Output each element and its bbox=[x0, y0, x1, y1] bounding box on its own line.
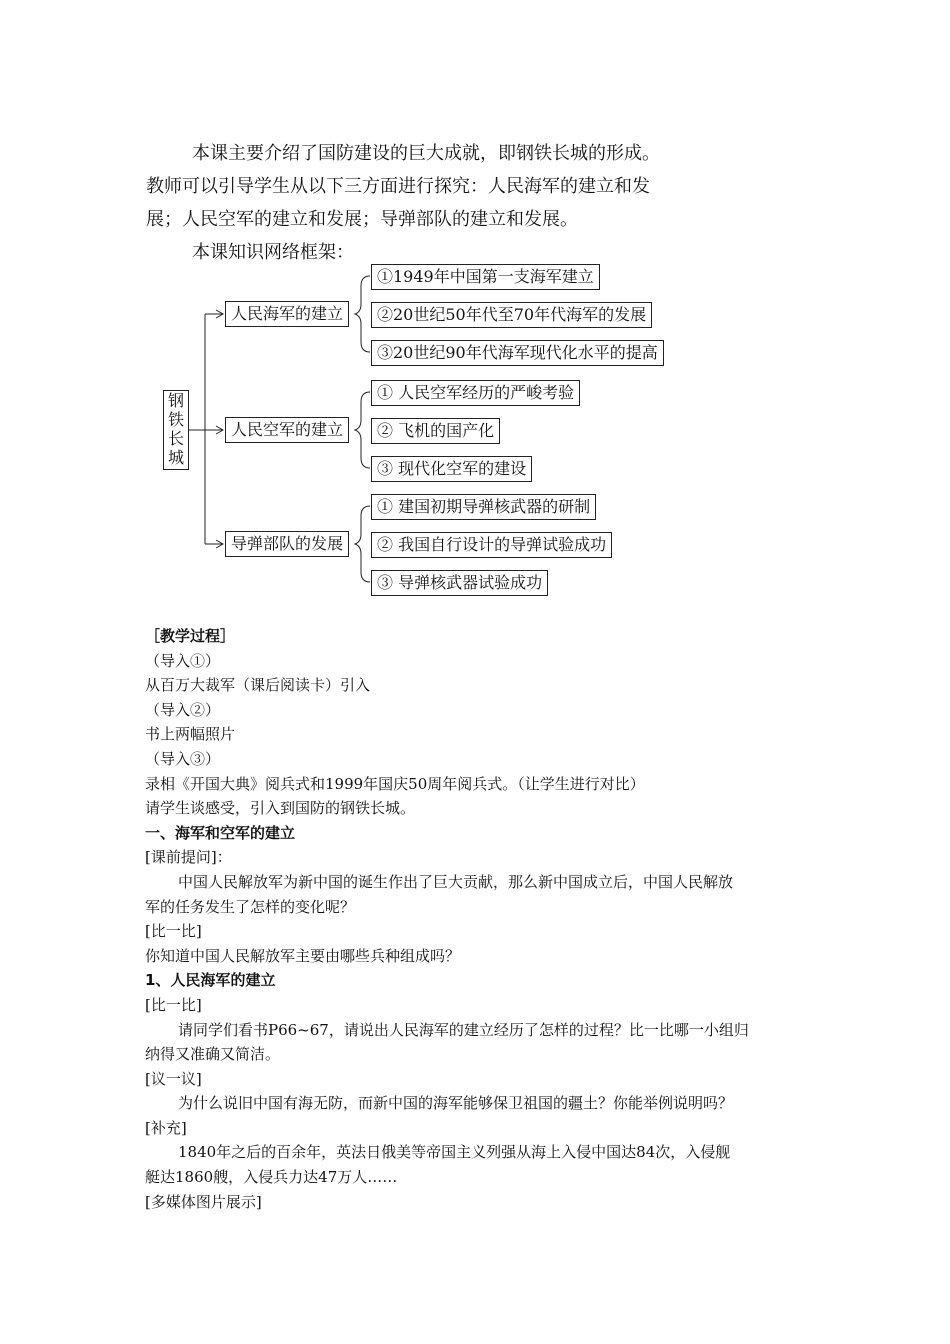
process-line: 请学生谈感受，引入到国防的钢铁长城。 bbox=[145, 799, 416, 818]
root-char: 长 bbox=[167, 429, 184, 448]
paragraph-line: 中国人民解放军为新中国的诞生作出了巨大贡献，那么新中国成立后，中国人民解放 bbox=[178, 872, 734, 891]
leaf-box: ①1949年中国第一支海军建立 bbox=[371, 264, 600, 290]
branch-box-navy: 人民海军的建立 bbox=[225, 301, 349, 327]
intro-paragraph bbox=[146, 137, 766, 269]
leaf-box: ③ 导弹核武器试验成功 bbox=[371, 570, 548, 596]
paragraph-line: 为什么说旧中国有海无防，而新中国的海军能够保卫祖国的疆土？你能举例说明吗？ bbox=[178, 1094, 734, 1113]
leaf-box: ②20世纪50年代至70年代海军的发展 bbox=[371, 302, 652, 328]
branch-box-air-force: 人民空军的建立 bbox=[225, 417, 349, 443]
process-heading: ［教学过程］ bbox=[145, 627, 236, 645]
root-box-great-wall bbox=[163, 390, 189, 470]
paragraph-line: 1840年之后的百余年，英法日俄美等帝国主义列强从海上入侵中国达84次，入侵舰 bbox=[178, 1143, 731, 1162]
teaching-process bbox=[145, 624, 825, 1214]
branch-box-missile: 导弹部队的发展 bbox=[225, 531, 349, 557]
process-line: 书上两幅照片 bbox=[145, 725, 236, 744]
tag-compare: [比一比] bbox=[145, 922, 202, 941]
brace-1 bbox=[355, 276, 370, 352]
brace-3 bbox=[355, 506, 370, 582]
knowledge-framework-diagram bbox=[0, 258, 950, 598]
paragraph-line: 艇达1860艘，入侵兵力达47万人…… bbox=[145, 1168, 398, 1187]
section-heading-1: 一、海军和空军的建立 bbox=[145, 823, 296, 842]
tag-pre-question: [课前提问]： bbox=[145, 848, 232, 867]
leaf-box: ③ 现代化空军的建设 bbox=[371, 456, 532, 482]
tag-supplement: [补充] bbox=[145, 1118, 187, 1137]
process-line: （导入②） bbox=[145, 700, 221, 719]
tag-discuss: [议一议] bbox=[145, 1069, 202, 1088]
root-char: 铁 bbox=[167, 410, 184, 429]
leaf-box: ③20世纪90年代海军现代化水平的提高 bbox=[371, 340, 664, 366]
leaf-box: ② 飞机的国产化 bbox=[371, 418, 500, 444]
process-line: 录相《开国大典》阅兵式和1999年国庆50周年阅兵式。（让学生进行对比） bbox=[145, 774, 645, 793]
process-line: （导入①） bbox=[145, 651, 221, 670]
root-char: 钢 bbox=[167, 391, 184, 410]
leaf-box: ① 人民空军经历的严峻考验 bbox=[371, 380, 580, 406]
intro-line-2: 教师可以引导学生从以下三方面进行探究：人民海军的建立和发 bbox=[146, 176, 650, 197]
brace-2 bbox=[355, 392, 370, 468]
tag-multimedia: [多媒体图片展示] bbox=[145, 1192, 262, 1211]
paragraph-line: 纳得又准确又简洁。 bbox=[145, 1045, 281, 1064]
paragraph-line: 你知道中国人民解放军主要由哪些兵种组成吗？ bbox=[145, 946, 461, 965]
intro-line-4: 本课知识网络框架： bbox=[192, 242, 354, 263]
tag-compare: [比一比] bbox=[145, 995, 202, 1014]
leaf-box: ① 建国初期导弹核武器的研制 bbox=[371, 494, 596, 520]
process-line: 从百万大裁军（课后阅读卡）引入 bbox=[145, 676, 371, 695]
paragraph-line: 军的任务发生了怎样的变化呢？ bbox=[145, 897, 356, 916]
paragraph-line: 请同学们看书P66~67，请说出人民海军的建立经历了怎样的过程？比一比哪一小组归 bbox=[178, 1020, 749, 1039]
intro-line-1: 本课主要介绍了国防建设的巨大成就，即钢铁长城的形成。 bbox=[192, 143, 660, 164]
root-char: 城 bbox=[167, 448, 184, 467]
leaf-box: ② 我国自行设计的导弹试验成功 bbox=[371, 532, 612, 558]
section-heading-2: 1、人民海军的建立 bbox=[145, 971, 276, 990]
process-line: （导入③） bbox=[145, 749, 221, 768]
intro-line-3: 展；人民空军的建立和发展；导弹部队的建立和发展。 bbox=[146, 209, 578, 230]
